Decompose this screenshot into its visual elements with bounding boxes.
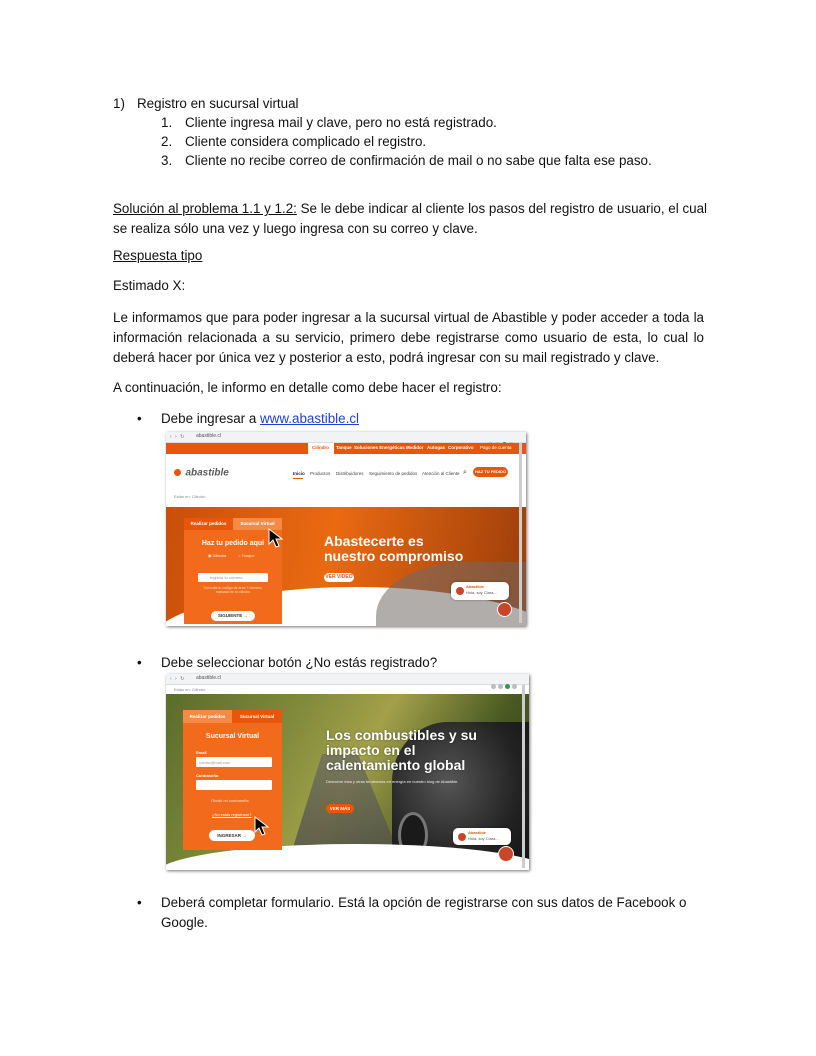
input-hint: Consulta tu código de área + número, marcado en tu cilindro bbox=[203, 586, 263, 594]
nav-productos[interactable]: Productos bbox=[310, 471, 331, 476]
tab-realizar-pedidos[interactable]: Realizar pedidos bbox=[184, 518, 233, 530]
list-num-2: 2. bbox=[161, 134, 173, 149]
url-bar[interactable]: abastible.cl bbox=[196, 433, 222, 439]
password-label: Contraseña bbox=[196, 773, 219, 778]
section-title: Registro en sucursal virtual bbox=[137, 96, 299, 111]
haz-tu-pedido-button[interactable]: HAZ TU PEDIDO bbox=[473, 467, 508, 477]
browser-nav-icon: ‹ › ↻ bbox=[170, 434, 186, 440]
solution-label: Solución al problema 1.1 y 1.2: bbox=[113, 201, 297, 216]
carousel-arrows[interactable]: ← → bbox=[323, 845, 342, 854]
url-bar[interactable]: abastible.cl bbox=[196, 675, 222, 681]
top-category-bar bbox=[166, 443, 526, 454]
bullet-1 bbox=[161, 409, 359, 428]
list-num-1: 1. bbox=[161, 115, 173, 130]
chat-bubble[interactable] bbox=[453, 828, 511, 845]
solution-line-1 bbox=[113, 199, 707, 218]
hero-title bbox=[324, 534, 463, 564]
tab-realizar-pedidos[interactable]: Realizar pedidos bbox=[183, 710, 232, 723]
form-title: Haz tu pedido aquí bbox=[201, 540, 265, 547]
logo-text: abastible bbox=[185, 467, 229, 479]
hero-title bbox=[326, 728, 477, 773]
form-title: Sucursal Virtual bbox=[205, 733, 260, 740]
assistant-avatar[interactable] bbox=[497, 602, 512, 617]
assistant-avatar[interactable] bbox=[498, 846, 514, 862]
ingresar-label: INGRESAR bbox=[217, 833, 241, 838]
mouse-cursor-icon bbox=[268, 528, 286, 548]
paragraph-line-3: deberá hacer por única vez y posterior a esto, podrá ingresar con su mail registrado y clave. bbox=[113, 350, 660, 365]
list-item-3: Cliente no recibe correo de confirmación de mail o no sabe que falta ese paso. bbox=[185, 153, 652, 168]
list-item-2: Cliente considera complicado el registro. bbox=[185, 134, 427, 149]
email-field[interactable] bbox=[196, 757, 272, 767]
browser-extensions-icon bbox=[486, 434, 516, 440]
ver-mas-button[interactable]: VER MÁS bbox=[326, 804, 354, 813]
scrollbar[interactable] bbox=[522, 685, 525, 868]
browser-toolbar bbox=[166, 432, 526, 443]
breadcrumb: Estás en: Cilindro bbox=[174, 687, 206, 692]
email-placeholder: correo@mail.com bbox=[199, 760, 231, 765]
email-label: Email bbox=[196, 750, 207, 755]
browser-extensions-icon bbox=[489, 676, 519, 682]
paragraph-line-2: información relacionada a su servicio, primero debe registrarse como usuario de esta, lo cual lo bbox=[113, 330, 704, 345]
bullet-3-line-2: Google. bbox=[161, 915, 208, 930]
solution-text-2: se realiza sólo una vez y luego ingresa con su correo y clave. bbox=[113, 221, 478, 236]
list-item-1: Cliente ingresa mail y clave, pero no está registrado. bbox=[185, 115, 497, 130]
screenshot-home bbox=[166, 432, 526, 626]
forgot-password-link[interactable]: Olvidé mi contraseña bbox=[211, 798, 249, 803]
radio-cilindro-label: Cilindro bbox=[212, 553, 227, 558]
logo-icon bbox=[174, 469, 181, 476]
hero-title-line-1: Los combustibles y su bbox=[326, 727, 477, 743]
hero-subtitle: Descubre esta y otras tendencias en energía en nuestro blog de Abastible. bbox=[326, 779, 459, 784]
tab-sucursal-virtual[interactable]: Sucursal Virtual bbox=[232, 710, 282, 723]
category-corporativo[interactable]: Corporativo bbox=[448, 445, 474, 450]
radio-tanque-label: Tanque bbox=[241, 553, 255, 558]
password-field[interactable] bbox=[196, 780, 272, 790]
category-medidor[interactable]: Medidor bbox=[406, 445, 424, 450]
search-icon[interactable]: ⌕ bbox=[463, 469, 467, 476]
category-cilindro[interactable]: Cilindro bbox=[312, 445, 329, 450]
ingresar-button[interactable] bbox=[209, 830, 255, 841]
paragraph-line-1: Le informamos que para poder ingresar a la sucursal virtual de Abastible y poder acceder a toda la bbox=[113, 310, 704, 325]
nav-active-underline bbox=[293, 478, 303, 479]
siguiente-button[interactable] bbox=[211, 611, 255, 621]
tab-sucursal-virtual[interactable]: Sucursal Virtual bbox=[233, 518, 282, 530]
scrollbar[interactable] bbox=[519, 443, 522, 623]
bullet-2: Debe seleccionar botón ¿No estás registrado? bbox=[161, 655, 438, 670]
number-input-placeholder: Ingresa tu número bbox=[210, 575, 243, 580]
nav-atencion[interactable]: Atención al Cliente bbox=[422, 471, 460, 476]
arrow-right-icon: → bbox=[243, 613, 249, 618]
abastible-logo[interactable] bbox=[174, 464, 229, 482]
browser-nav-icon: ‹ › ↻ bbox=[170, 676, 186, 682]
bullet-icon: • bbox=[137, 895, 142, 910]
radio-tanque[interactable]: ○ Tanque bbox=[238, 553, 255, 558]
chat-text: Hola, soy Clara... bbox=[468, 836, 499, 841]
hero-title-line-2: nuestro compromiso bbox=[324, 548, 464, 564]
chat-bubble[interactable] bbox=[451, 582, 509, 600]
solution-text-1: Se le debe indicar al cliente los pasos del registro de usuario, el cual bbox=[296, 201, 708, 216]
chat-name: Abastible bbox=[468, 830, 487, 835]
abastible-link[interactable]: www.abastible.cl bbox=[260, 411, 359, 426]
radio-cilindro[interactable]: ◉ Cilindro bbox=[208, 553, 227, 558]
hero-title-line-1: Abastecerte es bbox=[324, 533, 424, 549]
category-soluciones[interactable]: Soluciones Energéticas bbox=[354, 445, 405, 450]
greeting: Estimado X: bbox=[113, 278, 186, 293]
chat-avatar bbox=[457, 832, 467, 842]
not-registered-link[interactable]: ¿No estás registrado? bbox=[212, 812, 252, 817]
chat-avatar bbox=[455, 586, 465, 596]
chat-text: Hola, soy Clara... bbox=[466, 590, 497, 595]
mouse-cursor-icon bbox=[254, 816, 272, 836]
number-input[interactable] bbox=[198, 573, 268, 582]
breadcrumb: Estás en: Cilindro bbox=[174, 494, 206, 499]
hero-title-line-2: impacto en el bbox=[326, 742, 416, 758]
bullet-1-text: Debe ingresar a bbox=[161, 411, 260, 426]
hero-title-line-3: calentamiento global bbox=[326, 757, 466, 773]
pago-cuenta-link[interactable]: Pago de cuenta bbox=[480, 445, 512, 450]
category-tanque[interactable]: Tanque bbox=[336, 445, 352, 450]
nav-distribuidores[interactable]: Distribuidores bbox=[336, 471, 364, 476]
arrow-right-icon: → bbox=[242, 833, 247, 838]
category-autogas[interactable]: Autogas bbox=[427, 445, 445, 450]
bullet-icon: • bbox=[137, 411, 142, 426]
list-number: 1) bbox=[113, 96, 125, 111]
response-heading: Respuesta tipo bbox=[113, 248, 203, 263]
nav-seguimiento[interactable]: Seguimiento de pedidos bbox=[369, 471, 418, 476]
chat-name: Abastible bbox=[466, 584, 485, 589]
browser-toolbar bbox=[166, 674, 529, 685]
continuation-text: A continuación, le informo en detalle como debe hacer el registro: bbox=[113, 380, 502, 395]
list-num-3: 3. bbox=[161, 153, 173, 168]
nav-inicio[interactable]: Inicio bbox=[293, 471, 305, 476]
ver-video-button[interactable]: VER VIDEO bbox=[325, 574, 353, 580]
siguiente-label: SIGUIENTE bbox=[217, 613, 243, 618]
bullet-icon: • bbox=[137, 655, 142, 670]
screenshot-login bbox=[166, 674, 529, 870]
bullet-3-line-1: Deberá completar formulario. Está la opción de registrarse con sus datos de Facebook o bbox=[161, 895, 687, 910]
